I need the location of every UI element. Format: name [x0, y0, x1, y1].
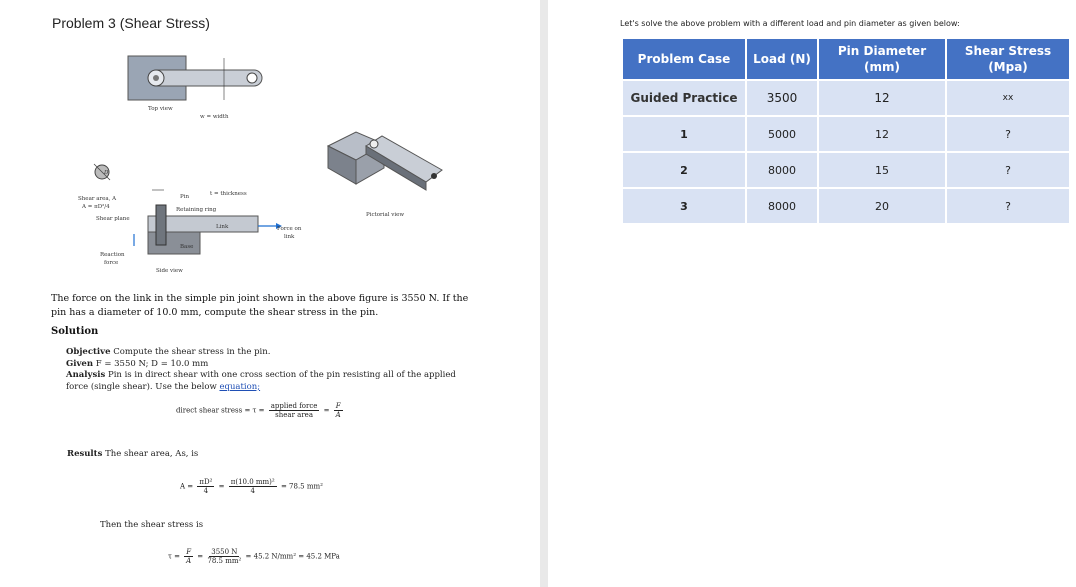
shear-area-equation: A = $\frac{\text{πD²}}{4}$ = $\frac{\text{π(10.0 mm)²}}{4}$ = 78.5 mm²: [180, 478, 323, 495]
given-text: F = 3550 N; D = 10.0 mm: [95, 358, 209, 369]
cell-load: 8000: [746, 188, 818, 224]
equation-link[interactable]: equation;: [219, 381, 261, 392]
results-line: [67, 449, 198, 459]
eq2-num1: πD²: [199, 478, 213, 486]
cell-stress: xx: [946, 80, 1070, 116]
eq3-num2: 3550 N: [211, 548, 238, 556]
label-pin: Pin: [180, 194, 190, 200]
given-label: Given: [66, 358, 94, 369]
eq2-num2: π(10.0 mm)²: [230, 478, 275, 486]
eq3-den2: 78.5 mm²: [207, 557, 242, 565]
label-as-formula: A = πD²/4: [82, 204, 110, 210]
table-row: [622, 80, 1070, 116]
results-text: The shear area, As, is: [105, 449, 199, 459]
right-document-page: [548, 0, 1076, 587]
eq3-rhs: = 45.2 N/mm² = 45.2 MPa: [245, 552, 340, 561]
objective-text: Compute the shear stress in the pin.: [113, 347, 271, 357]
eq1-num1: applied force: [270, 402, 318, 410]
cell-case: 2: [622, 152, 746, 188]
analysis-label: Analysis: [66, 370, 106, 380]
label-link: Link: [216, 224, 229, 230]
cell-load: 8000: [746, 152, 818, 188]
label-shear-area: Shear area, A: [78, 196, 117, 202]
direct-shear-equation: direct shear stress = τ = $\frac{\text{applied force}}{\text{shear area}}$ = $\frac{F}{A}$: [176, 402, 341, 419]
cell-case: Guided Practice: [622, 80, 746, 116]
eq1-num2: F: [335, 402, 341, 410]
intro-text: Let's solve the above problem with a different load and pin diameter as given below:: [620, 19, 960, 28]
problem-title: Problem 3 (Shear Stress): [52, 15, 210, 31]
label-thickness: t = thickness: [210, 191, 247, 197]
eq2-den2: 4: [250, 487, 255, 495]
label-side-view: Side view: [156, 268, 183, 274]
table-row: [622, 188, 1070, 224]
eq2-lhs: A =: [180, 482, 194, 491]
header-load: Load (N): [746, 38, 818, 80]
label-force-on: Force on: [277, 226, 302, 232]
cell-diameter: 12: [818, 116, 946, 152]
objective-label: Objective: [66, 347, 111, 357]
cell-load: 5000: [746, 116, 818, 152]
cell-diameter: 12: [818, 80, 946, 116]
analysis-text: Pin is in direct shear with one cross section of the pin resisting all of the applied force (single shear). Use the below: [66, 370, 456, 392]
label-pictorial-view: Pictorial view: [366, 212, 405, 218]
problem-statement: The force on the link in the simple pin joint shown in the above figure is 3550 N. If the pin has a diameter of 10.0 mm, compute the shear stress in the pin.: [51, 293, 469, 318]
table-row: [622, 116, 1070, 152]
table-header-row: [622, 38, 1070, 80]
label-d: D: [104, 170, 109, 176]
eq1-den1: shear area: [275, 411, 313, 419]
eq1-den2: A: [335, 411, 341, 419]
header-shear-stress: [946, 38, 1070, 80]
label-base: Base: [180, 244, 194, 250]
header-pin-diameter: Pin Diameter (mm): [818, 38, 946, 80]
cell-diameter: 20: [818, 188, 946, 224]
cell-case: 3: [622, 188, 746, 224]
cell-stress: ?: [946, 152, 1070, 188]
table-row: [622, 152, 1070, 188]
label-force-word: force: [104, 260, 119, 266]
cell-load: 3500: [746, 80, 818, 116]
label-retaining-ring: Retaining ring: [176, 207, 217, 213]
solution-block: [66, 347, 476, 393]
solution-heading: Solution: [51, 326, 99, 337]
eq1-lhs: direct shear stress = τ =: [176, 406, 265, 415]
eq2-rhs: = 78.5 mm²: [280, 482, 323, 491]
label-w-width: w = width: [200, 114, 229, 120]
cell-stress: ?: [946, 188, 1070, 224]
top-view-figure: [120, 50, 270, 110]
cell-diameter: 15: [818, 152, 946, 188]
label-shear-plane: Shear plane: [96, 216, 130, 222]
cell-case: 1: [622, 116, 746, 152]
then-text: Then the shear stress is: [100, 520, 204, 530]
label-link-word: link: [284, 234, 295, 240]
side-view-figure: [88, 150, 318, 260]
eq2-den1: 4: [203, 487, 209, 495]
label-top-view: Top view: [148, 106, 173, 112]
cell-stress: ?: [946, 116, 1070, 152]
shear-stress-equation: τ = $\frac{F}{A}$ = $\frac{3550 N}{\text{78.5 mm²}}$ = 45.2 N/mm² = 45.2 MPa: [168, 548, 340, 565]
label-reaction: Reaction: [100, 252, 125, 258]
eq3-den1: A: [186, 557, 192, 565]
eq3-num1: F: [186, 548, 192, 556]
problem-cases-table: [621, 37, 1071, 225]
header-shear-stress-label: Shear Stress (Mpa): [964, 44, 1052, 74]
eq3-lhs: τ =: [168, 552, 180, 561]
results-label: Results: [67, 449, 103, 459]
header-problem-case: Problem Case: [622, 38, 746, 80]
pictorial-view-figure: [322, 124, 452, 206]
